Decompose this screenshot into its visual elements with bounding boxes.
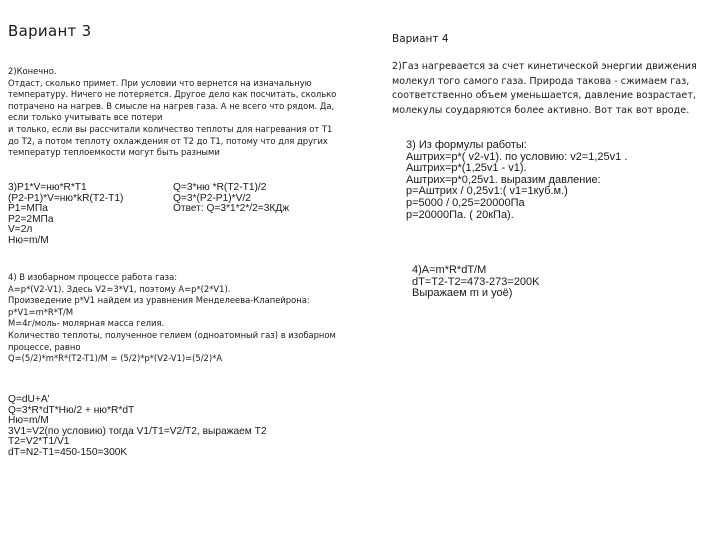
text-line: P1=МПа [8, 203, 48, 215]
text-line: Ню=m/M [8, 415, 49, 427]
v3-answer-3-solution [173, 183, 289, 215]
v4-answer-3 [406, 140, 627, 221]
text-line: (P2-P1)*V=ню*kR(T2-T1) [8, 192, 124, 204]
text-line: процессе, равно [8, 341, 81, 352]
text-line: A=p*(V2-V1). Здесь V2=3*V1, поэтому A=p*(2*V1). [8, 283, 231, 294]
text-line: p=20000Па. ( 20кПа). [406, 208, 514, 221]
text-line: 3V1=V2(по условию) тогда V1/T1=V2/T2, выражаем T2 [8, 425, 267, 437]
v4-answer-4 [412, 265, 540, 300]
text-line: 3) Из формулы работы: [406, 139, 527, 151]
v3-answer-5 [8, 395, 267, 459]
text-line: Q=3*R*dT*Ню/2 + ню*R*dT [8, 404, 135, 416]
text-line: p*V1=m*R*T/M [8, 306, 74, 317]
text-line: потрачено на нагрев. В смысле на нагрев газа. А не всего что рядом. Да, [8, 100, 335, 111]
variant-4-title: Вариант 4 [392, 33, 449, 45]
text-line: p=5000 / 0,25=20000Па [406, 196, 525, 209]
text-line: 2)Газ нагревается за счет кинетической энергии движения [392, 61, 697, 72]
text-line: Q=3*(P2-P1)*V/2 [173, 192, 251, 204]
v3-answer-3-equations [8, 183, 123, 247]
text-line: если только учитывать все потери [8, 112, 163, 123]
v3-answer-2 [8, 66, 336, 159]
text-line: M=4г/моль- молярная масса гелия. [8, 318, 165, 329]
text-line: 4)A=m*R*dT/M [412, 264, 487, 276]
variant-3-title: Вариант 3 [8, 22, 92, 40]
text-line: dT=N2-T1=450-150=300K [8, 446, 128, 458]
text-line: P2=2МПа [8, 213, 54, 225]
text-line: Ответ: Q=3*1*2*/2=3КДж [173, 203, 290, 215]
text-line: соответственно объем уменьшается, давление возрастает, [392, 90, 696, 101]
text-line: Aштрих=p*( v2-v1). по условию: v2=1,25v1 . [406, 150, 628, 163]
text-line: до T2, а потом теплоту охлаждения от T2 до T1, потому что для других [8, 135, 328, 146]
text-line: p=Aштрих / 0,25v1:( v1=1куб.м.) [406, 185, 568, 198]
v4-answer-2 [392, 60, 697, 118]
text-line: V=2л [8, 224, 33, 236]
text-line: молекулы соударяются более активно. Вот так вот вроде. [392, 104, 690, 116]
text-line: Отдаст, сколько примет. При условии что вернется на изначальную [8, 77, 312, 88]
text-line: Aштрих=p*(1,25v1 - v1). [406, 162, 527, 175]
text-line: 4) В изобарном процессе работа газа: [8, 272, 178, 282]
text-line: 2)Конечно. [8, 66, 57, 76]
text-line: температур теплоемкости могут быть разными [8, 147, 220, 158]
text-line: Q=3*ню *R(T2-T1)/2 [173, 182, 267, 193]
text-line: Q=(5/2)*m*R*(T2-T1)/M = (5/2)*p*(V2-V1)=(5/2)*A [8, 353, 223, 364]
text-line: и только, если вы рассчитали количество теплоты для нагревания от T1 [8, 123, 333, 134]
text-line: T2=V2*T1/V1 [8, 436, 70, 448]
text-line: Aштрих=p*0,25v1. выразим давление: [406, 173, 601, 186]
v3-answer-4 [8, 272, 336, 365]
text-line: Ню=m/M [8, 234, 49, 246]
text-line: Q=dU+A' [8, 394, 50, 405]
text-line: молекул того самого газа. Природа такова - сжимаем газ, [392, 75, 690, 87]
text-line: 3)P1*V=ню*R*T1 [8, 182, 87, 193]
text-line: Количество теплоты, полученное гелием (одноатомный газ) в изобарном [8, 329, 336, 340]
text-line: dT=T2-T2=473-273=200K [412, 275, 540, 288]
text-line: температуру. Ничего не потеряется. Другое дело как посчитать, сколько [8, 89, 337, 100]
text-line: Произведение p*V1 найдем из уравнения Менделеева-Клапейрона: [8, 295, 310, 306]
text-line: Выражаем m и уоё) [412, 287, 513, 300]
